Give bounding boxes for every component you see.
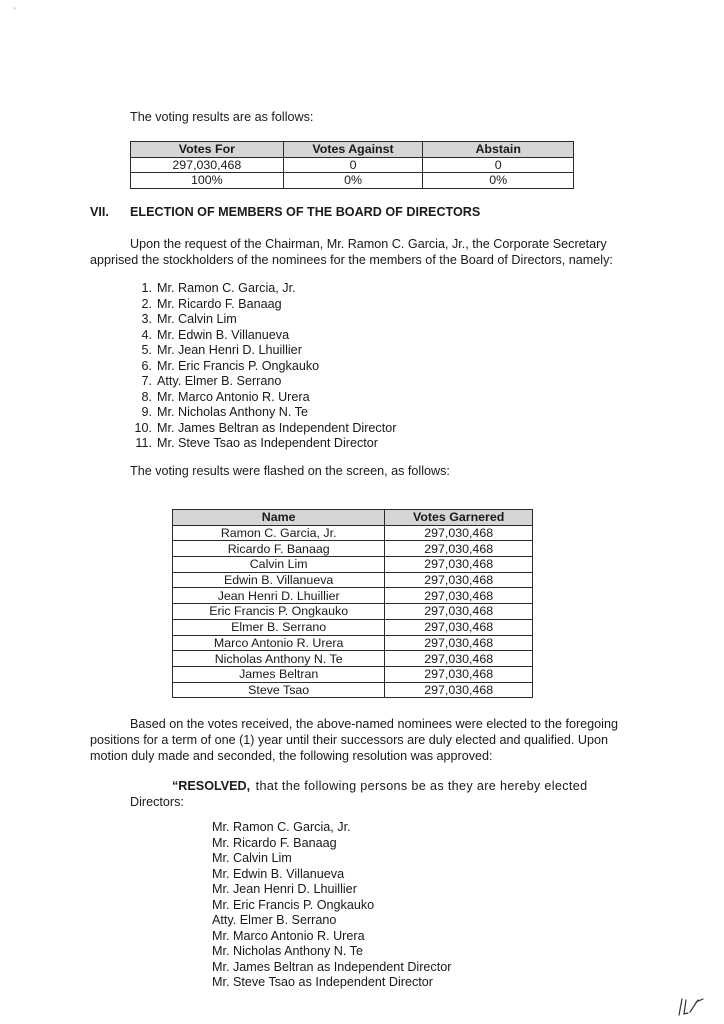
paragraph-line: Upon the request of the Chairman, Mr. Ramon C. Garcia, Jr., the Corporate Secretary xyxy=(130,237,607,251)
list-item: Atty. Elmer B. Serrano xyxy=(212,913,337,927)
resolution-line: Directors: xyxy=(130,795,184,809)
table-cell: Elmer B. Serrano xyxy=(173,619,385,635)
table-row xyxy=(131,173,574,189)
table-cell: James Beltran xyxy=(173,666,385,682)
paragraph-line: apprised the stockholders of the nominees for the members of the Board of Directors, namely: xyxy=(90,253,613,267)
table-cell: Steve Tsao xyxy=(173,682,385,698)
table-cell: 0% xyxy=(423,173,574,189)
list-item: Mr. Jean Henri D. Lhuillier xyxy=(212,882,357,896)
handwritten-initials-signature xyxy=(676,996,706,1018)
table-cell: 297,030,468 xyxy=(385,557,533,573)
list-item: Mr. James Beltran as Independent Director xyxy=(212,959,452,974)
nominee-list xyxy=(130,281,396,452)
table-cell: Marco Antonio R. Urera xyxy=(173,635,385,651)
column-header-votes-garnered: Votes Garnered xyxy=(385,510,533,526)
table-row xyxy=(173,666,533,682)
section-number: VII. xyxy=(90,205,109,219)
list-item: Mr. Steve Tsao as Independent Director xyxy=(212,975,433,989)
table-row xyxy=(173,557,533,573)
list-item: 5. Mr. Jean Henri D. Lhuillier xyxy=(141,343,302,357)
table-cell: 297,030,468 xyxy=(385,604,533,620)
list-item: Mr. Eric Francis P. Ongkauko xyxy=(212,897,375,912)
table-row xyxy=(173,635,533,651)
table-cell: 297,030,468 xyxy=(385,651,533,667)
list-item: 10. Mr. James Beltran as Independent Director xyxy=(134,420,397,435)
intro-text: The voting results are as follows: xyxy=(130,110,314,124)
list-item: 2. Mr. Ricardo F. Banaag xyxy=(141,296,282,311)
table-cell: 297,030,468 xyxy=(385,635,533,651)
table-cell: 0 xyxy=(283,157,423,173)
table-cell: Nicholas Anthony N. Te xyxy=(173,651,385,667)
list-item: Mr. Nicholas Anthony N. Te xyxy=(212,944,363,958)
column-header-votes-against: Votes Against xyxy=(283,142,423,158)
table-row xyxy=(173,604,533,620)
list-item: 4. Mr. Edwin B. Villanueva xyxy=(141,327,290,342)
table-row xyxy=(173,572,533,588)
table-row xyxy=(173,541,533,557)
section-title: ELECTION OF MEMBERS OF THE BOARD OF DIRECTORS xyxy=(130,205,481,219)
paragraph-line: motion duly made and seconded, the following resolution was approved: xyxy=(90,749,493,763)
list-item: Mr. Marco Antonio R. Urera xyxy=(212,928,365,943)
column-header-name: Name xyxy=(173,510,385,526)
table-header-row xyxy=(131,142,574,158)
paragraph-line: positions for a term of one (1) year until their successors are duly elected and qualified. Upon xyxy=(90,733,609,747)
flash-text: The voting results were flashed on the screen, as follows: xyxy=(130,464,450,478)
table-cell: 297,030,468 xyxy=(385,525,533,541)
resolution-text: that the following persons be as they are hereby elected xyxy=(255,779,588,793)
resolution-bold: “RESOLVED, xyxy=(172,779,251,793)
table-cell: 297,030,468 xyxy=(131,157,284,173)
table-cell: 297,030,468 xyxy=(385,682,533,698)
list-item: 1. Mr. Ramon C. Garcia, Jr. xyxy=(141,281,296,295)
list-item: 6. Mr. Eric Francis P. Ongkauko xyxy=(141,358,320,373)
resolution-line xyxy=(172,779,587,793)
list-item: Mr. Ricardo F. Banaag xyxy=(212,835,337,850)
column-header-votes-for: Votes For xyxy=(131,142,284,158)
column-header-abstain: Abstain xyxy=(423,142,574,158)
table-row xyxy=(173,651,533,667)
table-cell: 297,030,468 xyxy=(385,619,533,635)
director-votes-table xyxy=(172,509,533,698)
table-header-row xyxy=(173,510,533,526)
table-cell: 297,030,468 xyxy=(385,541,533,557)
table-row xyxy=(173,588,533,604)
table-cell: Jean Henri D. Lhuillier xyxy=(173,588,385,604)
list-item: Mr. Calvin Lim xyxy=(212,851,292,865)
table-row xyxy=(173,525,533,541)
list-item: 3. Mr. Calvin Lim xyxy=(141,312,237,326)
voting-results-table xyxy=(130,141,574,189)
table-row xyxy=(131,157,574,173)
table-cell: 297,030,468 xyxy=(385,666,533,682)
table-cell: Ramon C. Garcia, Jr. xyxy=(173,525,385,541)
table-cell: Ricardo F. Banaag xyxy=(173,541,385,557)
table-row xyxy=(173,619,533,635)
list-item: 11. Mr. Steve Tsao as Independent Director xyxy=(135,436,378,450)
table-cell: 100% xyxy=(131,173,284,189)
table-cell: 0 xyxy=(423,157,574,173)
table-cell: Calvin Lim xyxy=(173,557,385,573)
list-item: 9. Mr. Nicholas Anthony N. Te xyxy=(141,405,308,419)
table-cell: 297,030,468 xyxy=(385,588,533,604)
paragraph-line: Based on the votes received, the above-named nominees were elected to the foregoing xyxy=(130,717,618,731)
table-cell: Eric Francis P. Ongkauko xyxy=(173,604,385,620)
scan-artifact-mark: ' xyxy=(14,6,16,16)
list-item: Mr. Edwin B. Villanueva xyxy=(212,866,345,881)
list-item: Mr. Ramon C. Garcia, Jr. xyxy=(212,820,351,834)
list-item: 8. Mr. Marco Antonio R. Urera xyxy=(141,389,310,404)
list-item: 7. Atty. Elmer B. Serrano xyxy=(141,374,282,388)
table-row xyxy=(173,682,533,698)
table-cell: 297,030,468 xyxy=(385,572,533,588)
elected-directors-list xyxy=(212,820,451,991)
table-cell: Edwin B. Villanueva xyxy=(173,572,385,588)
table-cell: 0% xyxy=(283,173,423,189)
